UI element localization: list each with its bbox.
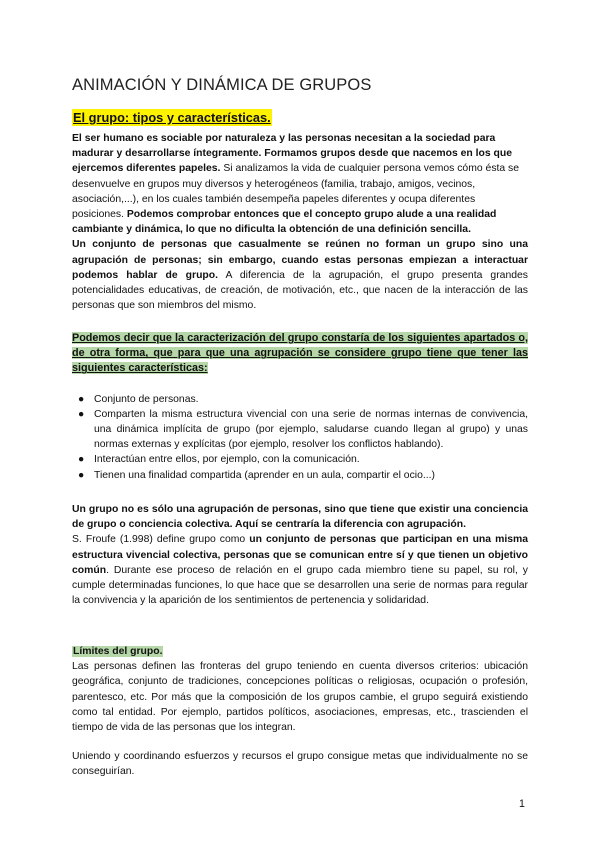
bullet-icon: ● [78,469,85,481]
froufe-normal-1: S. Froufe (1.998) define grupo como [72,534,250,546]
limits-heading: Límites del grupo. [73,646,163,657]
list-item-text: Comparten la misma estructura vivencial con una serie de normas internas de convivencia, una dinámica implícita de grupo (por ejemplo, saludarse cuando llegan al grupo) y unas normas externas y explícitas (por ejemplo, resolver los conflictos hablando). [94,408,528,451]
paragraph-conciencia [72,502,528,532]
page-number: 1 [519,798,525,810]
agrupacion-bold: Un conjunto de personas que casualmente se reúnen no forman un grupo sino una agrupación de personas; sin embargo, cuando estas personas empiezan a interactuar podemos hablar de grupo. [72,239,528,281]
document-title: ANIMACIÓN Y DINÁMICA DE GRUPOS [72,76,372,94]
paragraph-intro [72,131,528,237]
paragraph-froufe [72,532,528,608]
list-item-text: Conjunto de personas. [94,393,199,405]
section-group-types [72,109,528,313]
list-item [72,407,528,453]
section-heading-wrapper [72,109,528,127]
froufe-normal-2: . Durante ese proceso de relación en el grupo cada miembro tiene su papel, su rol, y cumple determinadas funciones, lo que hace que se desarrollen una serie de normas para regular la convivencia y la aparición de los sentimientos de pertenencia y solidaridad. [72,564,528,607]
bullet-icon: ● [78,393,85,405]
section-group-definition [72,502,528,608]
paragraph-agrupacion [72,237,528,313]
list-item [72,452,528,467]
intro-normal: Si analizamos la vida de cualquier persona vemos cómo ésta se desenvuelve en grupos muy diversos y heterogéneos (familia, trabajo, amigos, vecinos, asociación,...), en los cuales también desempeña papeles diferentes y ocupa diferentes posiciones. [72,163,520,221]
paragraph-limits: Las personas definen las fronteras del grupo teniendo en cuenta diversos criterios: ubicación geográfica, conjunto de tradiciones, concepciones políticas o religiosas, ocupación o profesión, parentesco, etc. Por más que la composición de los grupos cambie, el grupo seguirá existiendo como tal entidad. Por ejemplo, partidos políticos, asociaciones, empresas, etc., trascienden el tiempo de vida de las personas que los integran. [72,661,528,734]
agrupacion-normal: A diferencia de la agrupación, el grupo presenta grandes potencialidades educativas, de creación, de motivación, etc., que nacen de la interacción de las personas que son miembros del mismo. [72,269,528,312]
characterization-heading: Podemos decir que la caracterización del grupo constaría de los siguientes apartados o, de otra forma, que para que una agrupación se considere grupo tiene que tener las siguientes características: [72,332,528,375]
characteristics-list [72,392,528,483]
bullet-icon: ● [78,408,85,420]
list-item [72,392,528,407]
paragraph-coordination: Uniendo y coordinando esfuerzos y recursos el grupo consigue metas que individualmente no se conseguirían. [72,751,528,778]
list-item-text: Tienen una finalidad compartida (aprender en un aula, compartir el ocio...) [94,469,435,481]
froufe-bold: un conjunto de personas que participan en una misma estructura vivencial colectiva, personas que se comunican entre sí y que tienen un objetivo común [72,534,529,576]
section-characterization [72,331,528,483]
bullet-icon: ● [78,454,85,466]
list-item [72,468,528,483]
list-item-text: Interactúan entre ellos, por ejemplo, con la comunicación. [94,454,360,466]
characterization-heading-para [72,331,528,377]
intro-bold-2: Podemos comprobar entonces que el concepto grupo alude a una realidad cambiante y dinámica, lo que no dificulta la obtención de una definición sencilla. [72,209,497,236]
section-limits [72,644,528,780]
limits-heading-para [72,644,528,659]
section-heading: El grupo: tipos y características. [73,110,271,125]
intro-bold-1: El ser humano es sociable por naturaleza y las personas necesitan a la sociedad para madurar y desarrollarse íntegramente. Formamos grupos desde que nacemos en los que ejercemos diferentes papeles. [72,133,513,175]
conciencia-bold: Un grupo no es sólo una agrupación de personas, sino que tiene que existir una conciencia de grupo o conciencia colectiva. Aquí se centraría la diferencia con agrupación. [72,504,528,531]
